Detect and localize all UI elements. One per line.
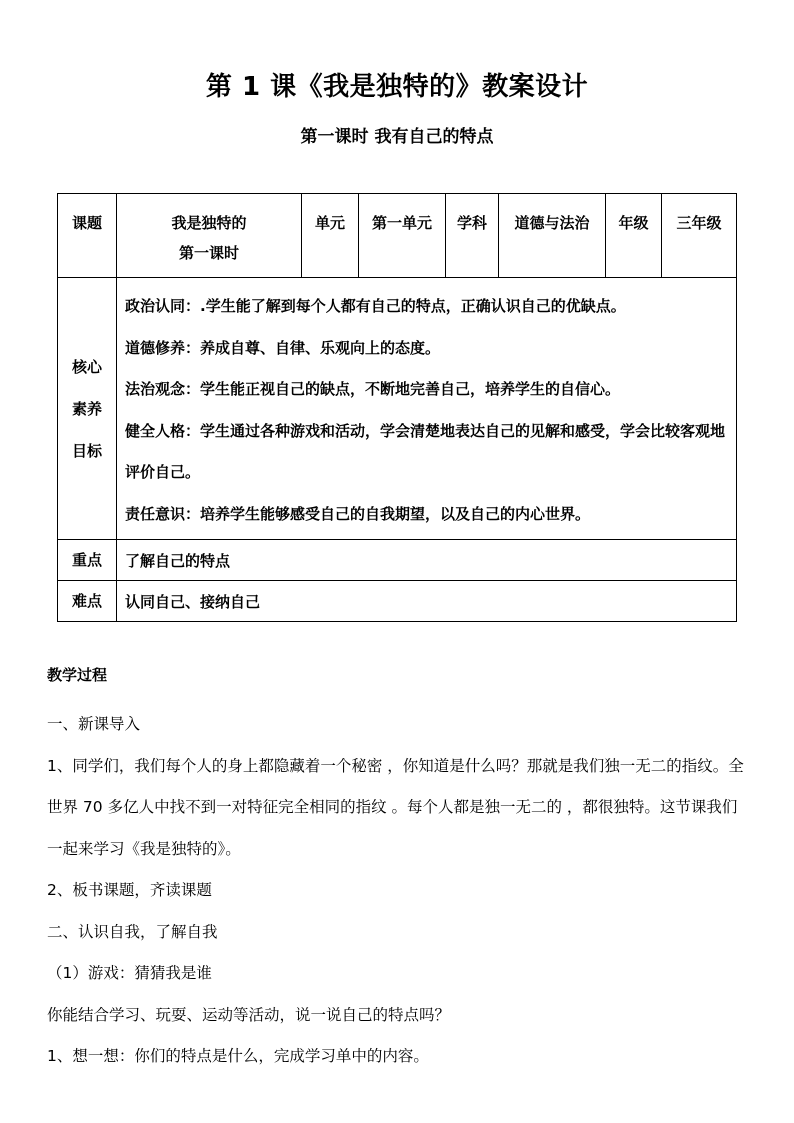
subject-label: 学科 [446, 194, 499, 278]
table-row [58, 278, 737, 540]
process-line: 一、新课导入 [47, 715, 141, 733]
goals-label [58, 278, 117, 540]
process-line: 二、认识自我，了解自我 [47, 922, 218, 941]
goal-item: 政治认同：.学生能了解到每个人都有自己的特点，正确认识自己的优缺点。 [125, 297, 626, 315]
goal-item: 道德修养：养成自尊、自律、乐观向上的态度。 [125, 338, 441, 357]
goal-item: 责任意识：培养学生能够感受自己的自我期望，以及自己的内心世界。 [125, 504, 591, 523]
unit-value: 第一单元 [359, 194, 446, 278]
goal-item: 法治观念：学生能正视自己的缺点，不断地完善自己，培养学生的自信心。 [125, 380, 621, 398]
goals-content [117, 278, 737, 540]
difficulty-label: 难点 [58, 581, 117, 622]
topic-value [117, 194, 302, 278]
topic-value-line2: 第一课时 [178, 244, 239, 262]
grade-value: 三年级 [662, 194, 737, 278]
topic-label: 课题 [58, 194, 117, 278]
process-line: 你能结合学习、玩耍、运动等活动，说一说自己的特点吗？ [47, 1005, 451, 1024]
lesson-info-table [57, 193, 737, 622]
key-point-label: 重点 [58, 540, 117, 581]
process-line: 1、同学们，我们每个人的身上都隐藏着一个秘密 ，你知道是什么吗？那就是我们独一无二的指纹。全世界 70 多亿人中找不到一对特征完全相同的指纹 。每个人都是独一无二的 ，都很独特。这节课我们一起来学习《我是独特的》。 [47, 756, 744, 858]
goals-label-line2: 素养 [71, 399, 102, 418]
process-line: 1、想一想：你们的特点是什么，完成学习单中的内容。 [47, 1047, 429, 1065]
goal-item: 健全人格：学生通过各种游戏和活动，学会清楚地表达自己的见解和感受，学会比较客观地评价自己。 [125, 421, 726, 481]
document-title: 第 1 课《我是独特的》教案设计 [205, 72, 589, 102]
difficulty-value: 认同自己、接纳自己 [117, 581, 737, 622]
key-point-value: 了解自己的特点 [117, 540, 737, 581]
subject-value: 道德与法治 [499, 194, 606, 278]
unit-label: 单元 [302, 194, 359, 278]
grade-label: 年级 [606, 194, 662, 278]
goals-label-line1: 核心 [71, 357, 102, 376]
process-line: （1）游戏：猜猜我是谁 [47, 964, 212, 982]
table-row [58, 581, 737, 622]
table-row [58, 540, 737, 581]
table-row [58, 194, 737, 278]
process-body [47, 704, 747, 1078]
process-line: 2、板书课题，齐读课题 [47, 881, 212, 899]
goals-label-line3: 目标 [71, 441, 102, 460]
document-subtitle: 第一课时 我有自己的特点 [300, 127, 494, 147]
topic-value-line1: 我是独特的 [171, 214, 247, 232]
process-title: 教学过程 [47, 666, 108, 684]
